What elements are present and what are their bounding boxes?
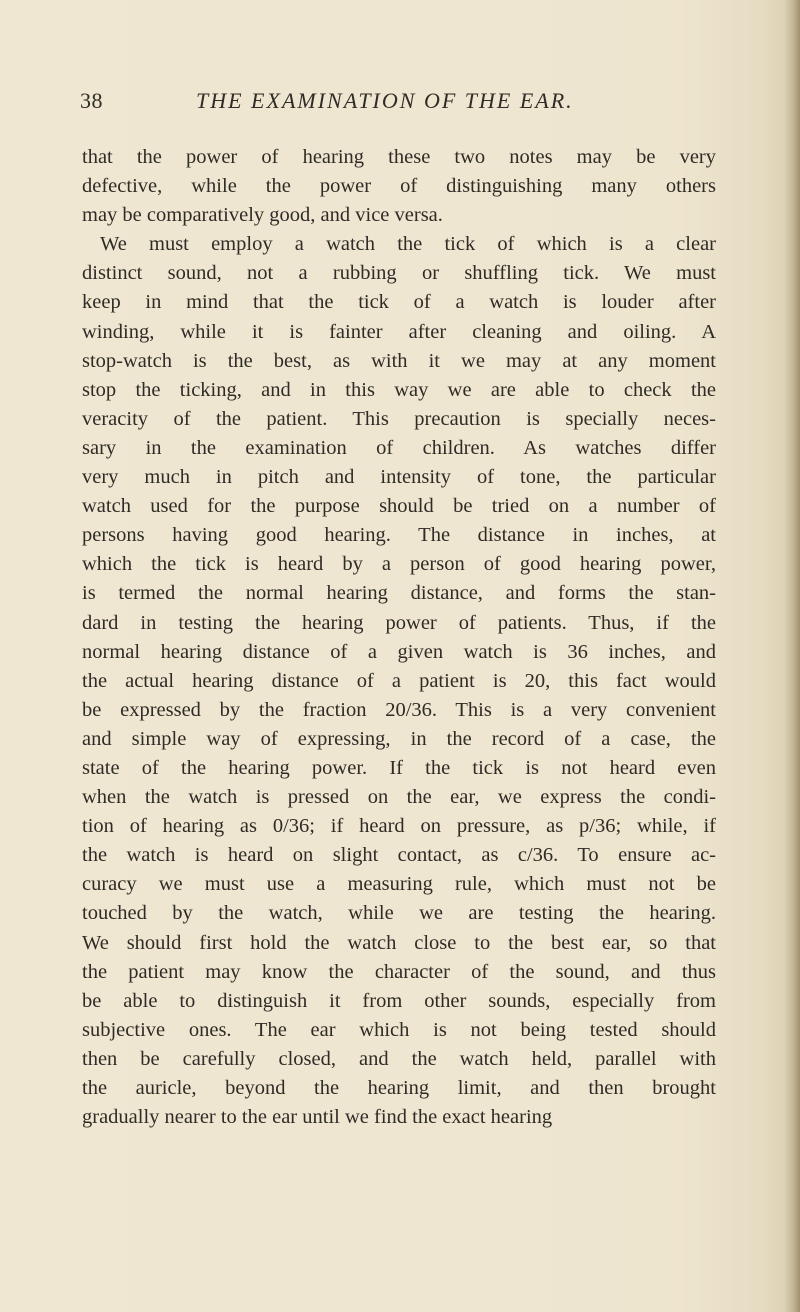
text-line: be able to distinguish it from other sounds, especially from (82, 989, 716, 1012)
text-line: subjective ones. The ear which is not being tested should (82, 1018, 716, 1041)
text-line: tion of hearing as 0/36; if heard on pressure, as p/36; while, if (82, 815, 716, 838)
text-line: stop-watch is the best, as with it we may at any moment (82, 349, 716, 372)
text-line: stop the ticking, and in this way we are able to check the (82, 378, 716, 401)
text-line: veracity of the patient. This precaution is specially neces- (82, 407, 716, 430)
text-line: is termed the normal hearing distance, and forms the stan- (82, 582, 716, 605)
text-line: watch used for the purpose should be tried on a number of (82, 495, 716, 518)
text-line: very much in pitch and intensity of tone, the particular (82, 466, 716, 489)
text-line: state of the hearing power. If the tick is not heard even (82, 756, 716, 779)
text-line: gradually nearer to the ear until we find the exact hearing (82, 1106, 553, 1129)
text-line: defective, while the power of distinguishing many others (82, 175, 716, 198)
text-line: and simple way of expressing, in the record of a case, the (82, 727, 716, 750)
page-binding-shadow (784, 0, 800, 1312)
body-text (82, 143, 716, 1132)
text-line: We should first hold the watch close to the best ear, so that (82, 931, 716, 954)
text-line: when the watch is pressed on the ear, we express the condi- (82, 786, 716, 809)
text-line: keep in mind that the tick of a watch is louder after (82, 291, 716, 314)
running-title: THE EXAMINATION OF THE EAR. (196, 88, 574, 113)
text-line: the watch is heard on slight contact, as c/36. To ensure ac- (82, 844, 716, 867)
text-line: the auricle, beyond the hearing limit, and then brought (82, 1077, 716, 1099)
text-line: the patient may know the character of the sound, and thus (82, 960, 716, 983)
text-line: be expressed by the fraction 20/36. This is a very convenient (82, 698, 716, 721)
text-line: then be carefully closed, and the watch held, parallel with (82, 1047, 716, 1070)
text-line: which the tick is heard by a person of good hearing power, (82, 553, 716, 576)
text-line: distinct sound, not a rubbing or shuffling tick. We must (82, 262, 716, 285)
page-number: 38 (80, 88, 103, 113)
text-line: that the power of hearing these two notes may be very (82, 146, 716, 168)
text-line: sary in the examination of children. As watches differ (82, 436, 716, 459)
text-line: normal hearing distance of a given watch is 36 inches, and (82, 640, 716, 663)
text-line: curacy we must use a measuring rule, which must not be (82, 873, 716, 896)
text-line: the actual hearing distance of a patient is 20, this fact would (82, 669, 716, 692)
text-line: touched by the watch, while we are testing the hearing. (82, 902, 716, 925)
text-line: We must employ a watch the tick of which is a clear (100, 233, 716, 256)
running-head (80, 88, 720, 118)
text-line: may be comparatively good, and vice versa. (82, 204, 443, 227)
text-line: winding, while it is fainter after cleaning and oiling. A (82, 320, 716, 343)
text-line: persons having good hearing. The distance in inches, at (82, 524, 716, 547)
text-line: dard in testing the hearing power of patients. Thus, if the (82, 611, 716, 634)
